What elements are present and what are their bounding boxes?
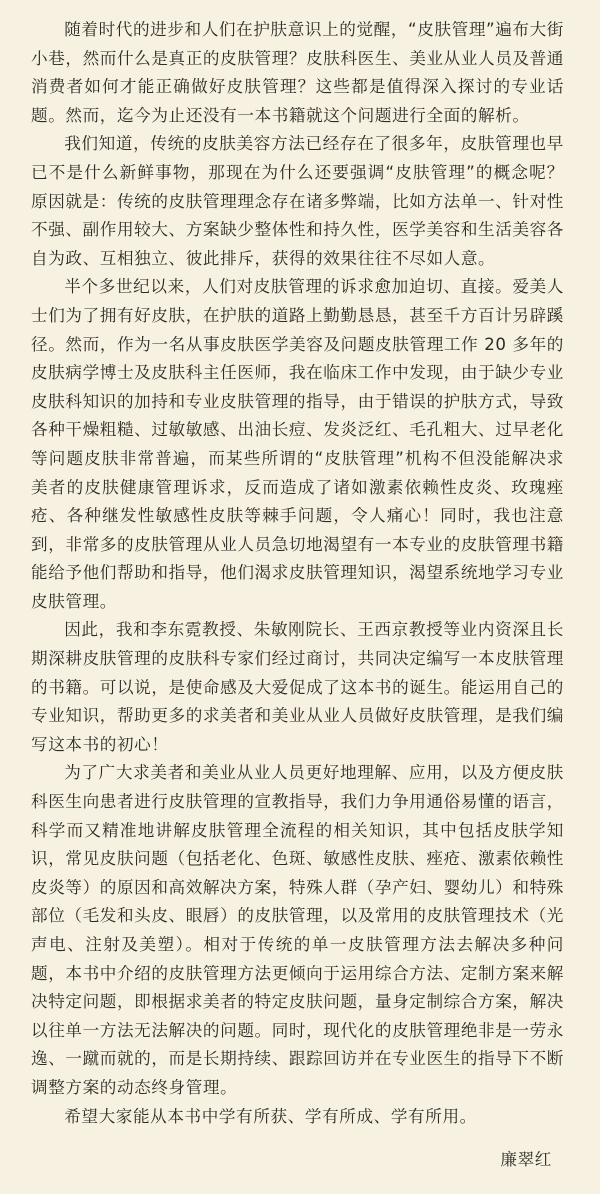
paragraph-4: 因此，我和李东霓教授、朱敏刚院长、王西京教授等业内资深且长期深耕皮肤管理的皮肤科专家们经过商讨，共同决定编写一本皮肤管理的书籍。可以说，是使命感及大爱促成了这本书的诞生。能运用自己的专业知识，帮助更多的求美者和美业从业人员做好皮肤管理，是我们编写这本书的初心！ xyxy=(31,620,565,754)
author-signature: 廉翠红 xyxy=(500,1150,552,1169)
paragraph-3: 半个多世纪以来，人们对皮肤管理的诉求愈加迫切、直接。爱美人士们为了拥有好皮肤，在护肤的道路上勤勤恳恳，甚至千方百计另辟蹊径。然而，作为一名从事皮肤医学美容及问题皮肤管理工作 20 多年的皮肤病学博士及皮肤科主任医师，我在临床工作中发现，由于缺少专业皮肤科知识的加持和专业皮肤管理的指导，由于错误的护肤方式，导致各种干燥粗糙、过敏敏感、出油长痘、发炎泛红、毛孔粗大、过早老化等问题皮肤非常普遍，而某些所谓的“皮肤管理”机构不但没能解决求美者的皮肤健康管理诉求，反而造成了诸如激素依赖性皮炎、玫瑰痤疮、各种继发性敏感性皮肤等棘手问题，令人痛心！同时，我也注意到，非常多的皮肤管理从业人员急切地渴望有一本专业的皮肤管理书籍能给予他们帮助和指导，他们渴求皮肤管理知识，渴望系统地学习专业皮肤管理。 xyxy=(31,277,565,611)
paragraph-1: 随着时代的进步和人们在护肤意识上的觉醒，“皮肤管理”遍布大街小巷，然而什么是真正的皮肤管理？皮肤科医生、美业从业人员及普通消费者如何才能正确做好皮肤管理？这些都是值得深入探讨的专业话题。然而，迄今为止还没有一本书籍就这个问题进行全面的解析。 xyxy=(31,20,565,125)
paragraph-2: 我们知道，传统的皮肤美容方法已经存在了很多年，皮肤管理也早已不是什么新鲜事物，那现在为什么还要强调“皮肤管理”的概念呢？原因就是：传统的皮肤管理理念存在诸多弊端，比如方法单一、针对性不强、副作用较大、方案缺少整体性和持久性，医学美容和生活美容各自为政、互相独立、彼此排斥，获得的效果往往不尽如人意。 xyxy=(31,134,565,268)
paragraph-5: 为了广大求美者和美业从业人员更好地理解、应用，以及方便皮肤科医生向患者进行皮肤管理的宣教指导，我们力争用通俗易懂的语言，科学而又精准地讲解皮肤管理全流程的相关知识，其中包括皮肤学知识，常见皮肤问题（包括老化、色斑、敏感性皮肤、痤疮、激素依赖性皮炎等）的原因和高效解决方案，特殊人群（孕产妇、婴幼儿）和特殊部位（毛发和头皮、眼唇）的皮肤管理，以及常用的皮肤管理技术（光声电、注射及美塑）。相对于传统的单一皮肤管理方法去解决多种问题，本书中介绍的皮肤管理方法更倾向于运用综合方法、定制方案来解决特定问题，即根据求美者的特定皮肤问题，量身定制综合方案，解决以往单一方法无法解决的问题。同时，现代化的皮肤管理绝非是一劳永逸、一蹴而就的，而是长期持续、跟踪回访并在专业医生的指导下不断调整方案的动态终身管理。 xyxy=(31,763,565,1097)
paragraph-6: 希望大家能从本书中学有所获、学有所成、学有所用。 xyxy=(64,1106,477,1126)
